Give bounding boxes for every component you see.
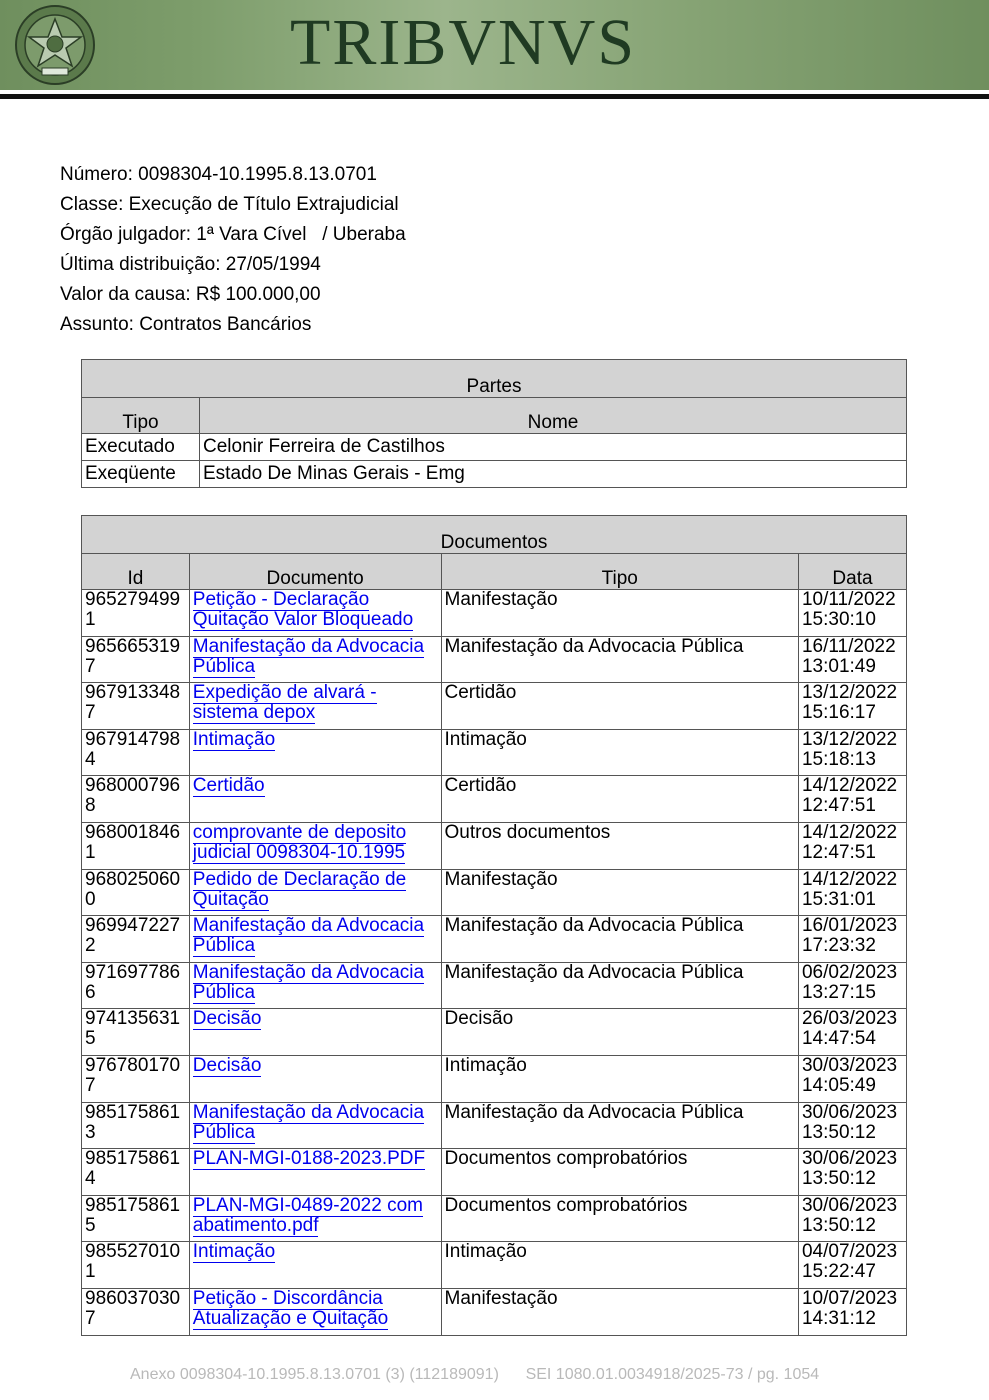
table-row <box>82 869 907 916</box>
party-tipo: Exeqüente <box>82 461 200 488</box>
document-id: 9851758613 <box>82 1102 190 1149</box>
document-cell <box>189 1009 441 1056</box>
table-row <box>82 1195 907 1242</box>
document-tipo: Certidão <box>441 683 798 730</box>
document-link[interactable]: Manifestação da Advocacia Pública <box>192 1101 425 1143</box>
document-cell <box>189 869 441 916</box>
document-tipo: Intimação <box>441 1055 798 1102</box>
document-id: 9699472272 <box>82 916 190 963</box>
page-footer <box>130 1366 819 1384</box>
document-cell <box>189 916 441 963</box>
document-link[interactable]: Petição - Discordância Atualização e Quitação <box>192 1287 389 1329</box>
document-tipo: Manifestação <box>441 869 798 916</box>
document-cell <box>189 1102 441 1149</box>
party-nome: Celonir Ferreira de Castilhos <box>200 434 907 461</box>
document-cell <box>189 729 441 776</box>
table-row <box>82 683 907 730</box>
table-row <box>82 1009 907 1056</box>
coat-of-arms-icon <box>12 4 98 86</box>
documents-table <box>81 515 907 1336</box>
document-link[interactable]: Decisão <box>192 1008 262 1030</box>
documents-caption: Documentos <box>82 516 907 554</box>
table-row <box>82 636 907 683</box>
footer-sei: SEI 1080.01.0034918/2025-73 / pg. 1054 <box>525 1366 820 1383</box>
document-cell <box>189 1242 441 1289</box>
document-link[interactable]: Expedição de alvará - sistema depox <box>192 682 377 724</box>
document-cell <box>189 962 441 1009</box>
table-row <box>82 822 907 869</box>
document-id: 9656653197 <box>82 636 190 683</box>
documents-col-documento: Documento <box>189 554 441 590</box>
document-id: 9767801707 <box>82 1055 190 1102</box>
document-link[interactable]: PLAN-MGI-0489-2022 com abatimento.pdf <box>192 1194 423 1236</box>
document-id: 9679133487 <box>82 683 190 730</box>
document-id: 9680007968 <box>82 776 190 823</box>
document-tipo: Outros documentos <box>441 822 798 869</box>
table-row <box>82 729 907 776</box>
document-cell <box>189 636 441 683</box>
table-row <box>82 461 907 488</box>
table-row <box>82 1288 907 1335</box>
document-cell <box>189 1288 441 1335</box>
document-date: 30/06/2023 13:50:12 <box>798 1149 906 1196</box>
document-id: 9680018461 <box>82 822 190 869</box>
document-tipo: Documentos comprobatórios <box>441 1149 798 1196</box>
case-class: Classe: Execução de Título Extrajudicial <box>60 194 399 215</box>
documents-col-id: Id <box>82 554 190 590</box>
document-date: 30/06/2023 13:50:12 <box>798 1102 906 1149</box>
table-row <box>82 962 907 1009</box>
document-id: 9851758614 <box>82 1149 190 1196</box>
document-tipo: Manifestação da Advocacia Pública <box>441 1102 798 1149</box>
documents-col-data: Data <box>798 554 906 590</box>
document-date: 16/01/2023 17:23:32 <box>798 916 906 963</box>
document-link[interactable]: comprovante de deposito judicial 0098304-10.1995 <box>192 821 407 863</box>
document-link[interactable]: Petição - Declaração Quitação Valor Bloqueado <box>192 589 414 630</box>
document-id: 9716977866 <box>82 962 190 1009</box>
document-link[interactable]: Certidão <box>192 775 265 797</box>
document-date: 04/07/2023 15:22:47 <box>798 1242 906 1289</box>
case-info <box>60 160 406 340</box>
document-date: 10/11/2022 15:30:10 <box>798 590 906 637</box>
document-id: 9860370307 <box>82 1288 190 1335</box>
document-link[interactable]: Manifestação da Advocacia Pública <box>192 635 425 677</box>
case-distribution: Última distribuição: 27/05/1994 <box>60 254 321 275</box>
document-tipo: Manifestação <box>441 1288 798 1335</box>
document-date: 14/12/2022 12:47:51 <box>798 776 906 823</box>
document-id: 9680250600 <box>82 869 190 916</box>
case-subject: Assunto: Contratos Bancários <box>60 314 312 335</box>
document-date: 14/12/2022 15:31:01 <box>798 869 906 916</box>
case-value: Valor da causa: R$ 100.000,00 <box>60 284 321 305</box>
table-row <box>82 590 907 637</box>
parties-caption: Partes <box>82 360 907 398</box>
parties-table <box>81 359 907 488</box>
header-divider <box>0 94 989 99</box>
document-cell <box>189 776 441 823</box>
party-tipo: Executado <box>82 434 200 461</box>
table-row <box>82 1102 907 1149</box>
document-id: 9855270101 <box>82 1242 190 1289</box>
document-tipo: Certidão <box>441 776 798 823</box>
document-tipo: Documentos comprobatórios <box>441 1195 798 1242</box>
document-date: 30/03/2023 14:05:49 <box>798 1055 906 1102</box>
documents-col-tipo: Tipo <box>441 554 798 590</box>
brand-wordmark: TRIBVNVS <box>290 6 637 79</box>
document-date: 13/12/2022 15:16:17 <box>798 683 906 730</box>
document-link[interactable]: Manifestação da Advocacia Pública <box>192 915 425 957</box>
document-date: 26/03/2023 14:47:54 <box>798 1009 906 1056</box>
document-id: 9741356315 <box>82 1009 190 1056</box>
document-cell <box>189 822 441 869</box>
table-row <box>82 1149 907 1196</box>
table-row <box>82 434 907 461</box>
document-id: 9679147984 <box>82 729 190 776</box>
document-tipo: Intimação <box>441 729 798 776</box>
document-cell <box>189 1149 441 1196</box>
table-row <box>82 1242 907 1289</box>
table-row <box>82 1055 907 1102</box>
document-cell <box>189 683 441 730</box>
document-tipo: Manifestação da Advocacia Pública <box>441 636 798 683</box>
document-cell <box>189 590 441 637</box>
party-nome: Estado De Minas Gerais - Emg <box>200 461 907 488</box>
document-link[interactable]: Decisão <box>192 1054 262 1076</box>
document-link[interactable]: Pedido de Declaração de Quitação <box>192 868 407 910</box>
document-link[interactable]: PLAN-MGI-0188-2023.PDF <box>192 1148 426 1170</box>
document-date: 13/12/2022 15:18:13 <box>798 729 906 776</box>
document-date: 06/02/2023 13:27:15 <box>798 962 906 1009</box>
document-date: 10/07/2023 14:31:12 <box>798 1288 906 1335</box>
header-banner <box>0 0 989 90</box>
table-row <box>82 776 907 823</box>
case-court: Órgão julgador: 1ª Vara Cível / Uberaba <box>60 224 406 245</box>
document-id: 9652794991 <box>82 590 190 637</box>
document-link[interactable]: Intimação <box>192 728 276 750</box>
parties-col-nome: Nome <box>200 398 907 434</box>
document-link[interactable]: Manifestação da Advocacia Pública <box>192 961 425 1003</box>
document-tipo: Manifestação da Advocacia Pública <box>441 962 798 1009</box>
footer-anexo: Anexo 0098304-10.1995.8.13.0701 (3) (112189091) <box>130 1366 499 1383</box>
table-row <box>82 916 907 963</box>
document-link[interactable]: Intimação <box>192 1241 276 1263</box>
document-tipo: Decisão <box>441 1009 798 1056</box>
document-tipo: Manifestação <box>441 590 798 637</box>
document-cell <box>189 1195 441 1242</box>
document-id: 9851758615 <box>82 1195 190 1242</box>
parties-col-tipo: Tipo <box>82 398 200 434</box>
case-number: Número: 0098304-10.1995.8.13.0701 <box>60 164 377 185</box>
document-date: 14/12/2022 12:47:51 <box>798 822 906 869</box>
document-date: 16/11/2022 13:01:49 <box>798 636 906 683</box>
document-cell <box>189 1055 441 1102</box>
document-tipo: Intimação <box>441 1242 798 1289</box>
document-date: 30/06/2023 13:50:12 <box>798 1195 906 1242</box>
document-tipo: Manifestação da Advocacia Pública <box>441 916 798 963</box>
